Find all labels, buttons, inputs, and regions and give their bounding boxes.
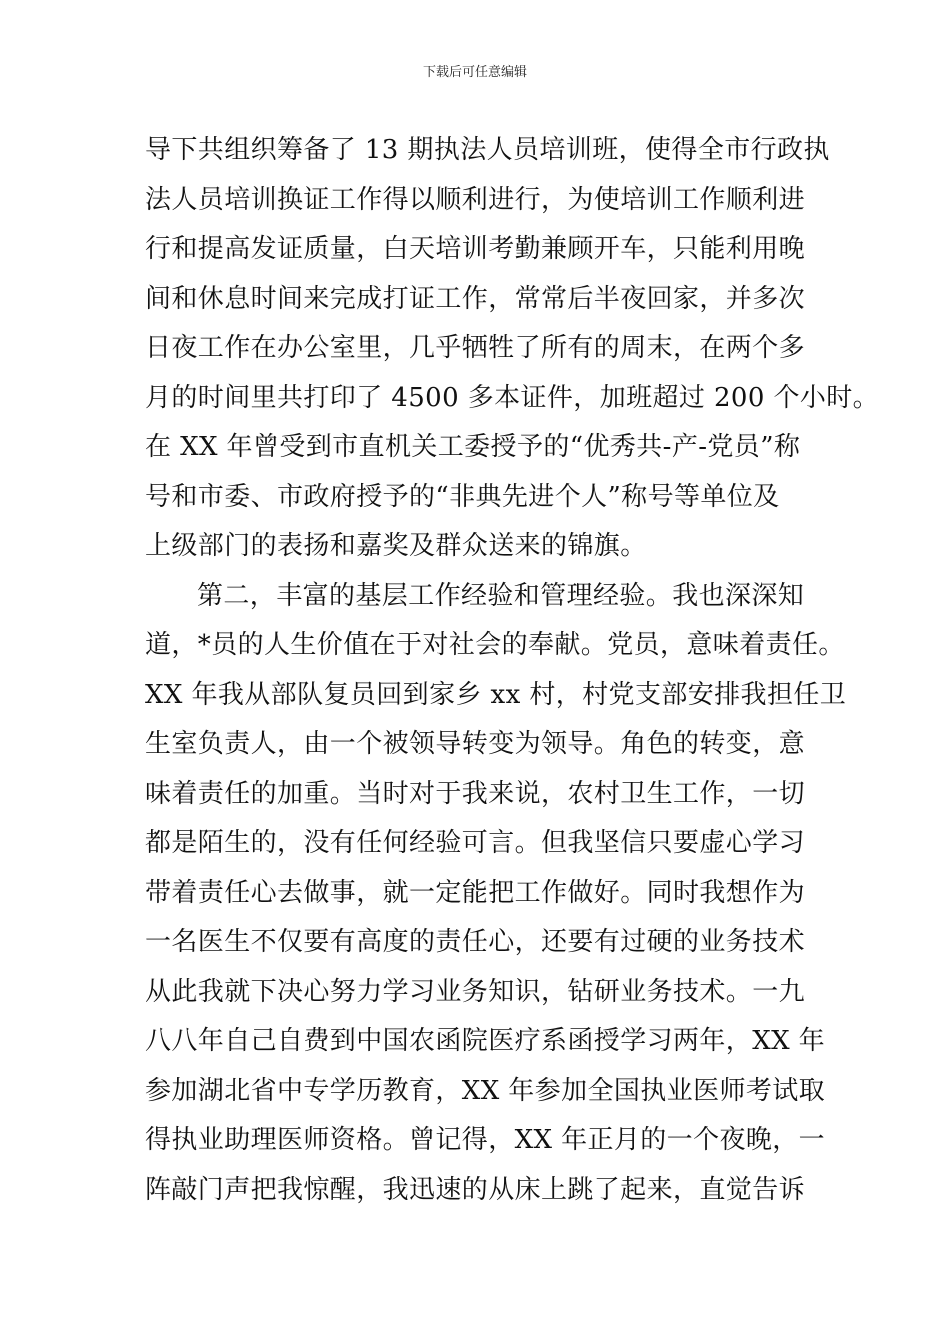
text-line: 八八年自己自费到中国农函院医疗系函授学习两年，XX 年 (145, 1026, 826, 1056)
document-body (145, 126, 880, 1215)
text-line: 行和提高发证质量，白天培训考勤兼顾开车，只能利用晚 (145, 234, 806, 264)
text-line: 月的时间里共打印了 4500 多本证件，加班超过 200 个小时。 (145, 382, 880, 413)
text-line: 导下共组织筹备了 13 期执法人员培训班，使得全市行政执 (145, 135, 830, 165)
text-line: 法人员培训换证工作得以顺利进行，为使培训工作顺利进 (145, 184, 806, 215)
text-line: 日夜工作在办公室里，几乎牺牲了所有的周末，在两个多 (145, 333, 806, 363)
text-line: 在 XX 年曾受到市直机关工委授予的“优秀共-产-党员”称 (145, 432, 801, 462)
text-line: XX 年我从部队复员回到家乡 xx 村，村党支部安排我担任卫 (145, 679, 847, 710)
page-header: 下载后可任意编辑 (422, 65, 527, 80)
text-line: 上级部门的表扬和嘉奖及群众送来的锦旗。 (145, 531, 647, 561)
paragraph-start-line: 第二，丰富的基层工作经验和管理经验。我也深深知 (197, 580, 805, 611)
text-line: 参加湖北省中专学历教育，XX 年参加全国执业医师考试取 (145, 1075, 826, 1106)
text-line: 阵敲门声把我惊醒，我迅速的从床上跳了起来，直觉告诉 (145, 1174, 806, 1205)
text-line: 都是陌生的，没有任何经验可言。但我坚信只要虚心学习 (145, 828, 806, 858)
text-line: 得执业助理医师资格。曾记得，XX 年正月的一个夜晚，一 (145, 1125, 826, 1155)
text-line: 间和休息时间来完成打证工作，常常后半夜回家，并多次 (145, 283, 806, 314)
text-line: 带着责任心去做事，就一定能把工作做好。同时我想作为 (145, 877, 806, 908)
text-line: 号和市委、市政府授予的“非典先进个人”称号等单位及 (145, 481, 780, 512)
text-line: 从此我就下决心努力学习业务知识，钻研业务技术。一九 (145, 976, 806, 1007)
text-line: 一名医生不仅要有高度的责任心，还要有过硬的业务技术 (145, 927, 806, 957)
text-line: 生室负责人，由一个被领导转变为领导。角色的转变，意 (145, 729, 806, 759)
text-line: 道，*员的人生价值在于对社会的奉献。党员，意味着责任。 (145, 630, 845, 660)
text-line: 味着责任的加重。当时对于我来说，农村卫生工作，一切 (145, 778, 806, 809)
